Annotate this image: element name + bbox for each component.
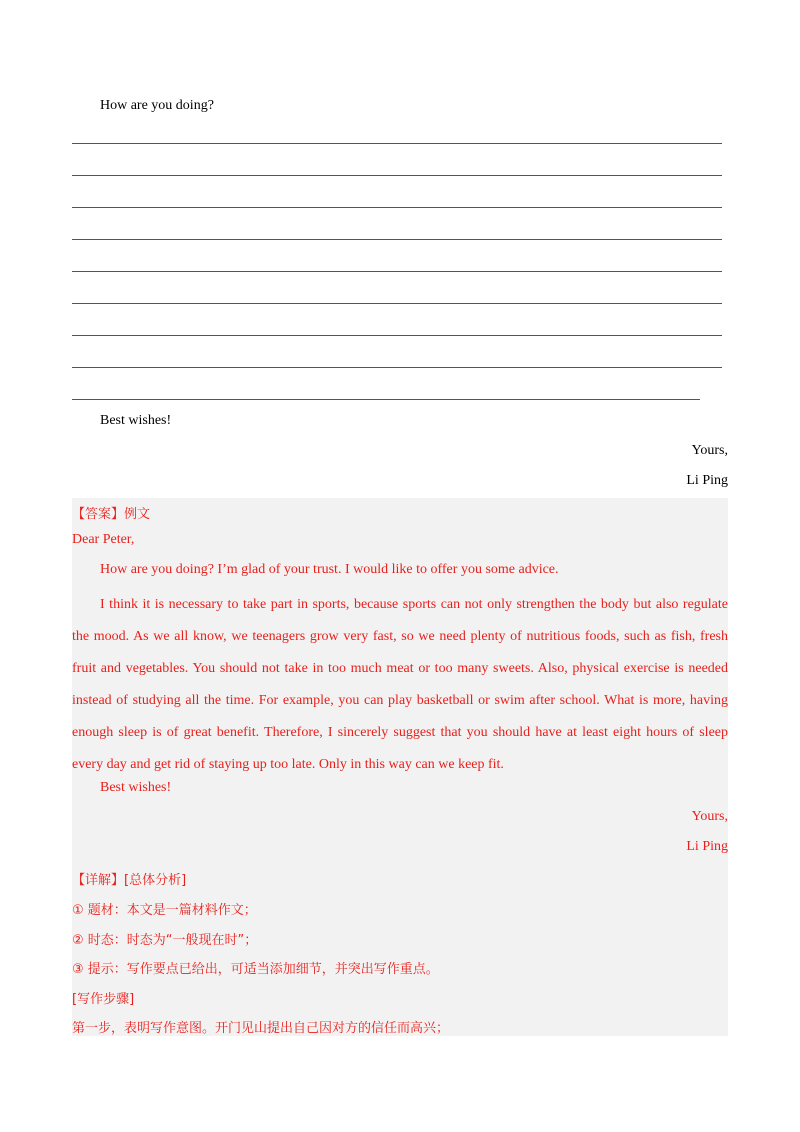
writing-line: [72, 335, 722, 336]
question-sign-off: Yours,: [691, 443, 728, 458]
question-closing: Best wishes!: [100, 413, 172, 428]
answer-header: 【答案】例文: [72, 507, 151, 522]
writing-line: [72, 207, 722, 208]
answer-opening: How are you doing? I’m glad of your trust. I would like to offer you some advice.: [100, 562, 559, 577]
answer-sign-off: Yours,: [691, 809, 728, 824]
answer-body-paragraph: I think it is necessary to take part in sports, because sports can not only strengthen the body but also regulate the mood. As we all know, we teenagers grow very fast, so we need plenty of nutritious foods, such as fish, fresh fruit and vegetables. You should not take in too much meat or too many sweets. Also, physical exercise is needed instead of studying all the time. For example, you can play basketball or swim after school. What is more, having enough sleep is of great benefit. Therefore, I sincerely suggest that you should have at least eight hours of sleep every day and get rid of staying up too late. Only in this way can we keep fit.: [72, 597, 728, 772]
writing-line: [72, 143, 722, 144]
writing-line: [72, 399, 700, 400]
answer-section: [72, 498, 728, 1036]
analysis-point: ② 时态：时态为“一般现在时”；: [72, 933, 258, 948]
answer-closing: Best wishes!: [100, 780, 172, 795]
analysis-point: ① 题材：本文是一篇材料作文；: [72, 903, 257, 918]
answer-signature: Li Ping: [686, 839, 728, 854]
steps-header: [写作步骤]: [72, 992, 135, 1007]
analysis-point: ③ 提示：写作要点已给出，可适当添加细节，并突出写作重点。: [72, 962, 439, 977]
question-greeting-line: How are you doing?: [100, 98, 214, 113]
step-one: 第一步，表明写作意图。开门见山提出自己因对方的信任而高兴；: [72, 1021, 450, 1036]
question-signature: Li Ping: [686, 473, 728, 488]
writing-line: [72, 239, 722, 240]
writing-line: [72, 271, 722, 272]
writing-line: [72, 175, 722, 176]
writing-line: [72, 367, 722, 368]
answer-salutation: Dear Peter,: [72, 532, 135, 547]
writing-line: [72, 303, 722, 304]
analysis-header: 【详解】[总体分析]: [72, 873, 187, 888]
